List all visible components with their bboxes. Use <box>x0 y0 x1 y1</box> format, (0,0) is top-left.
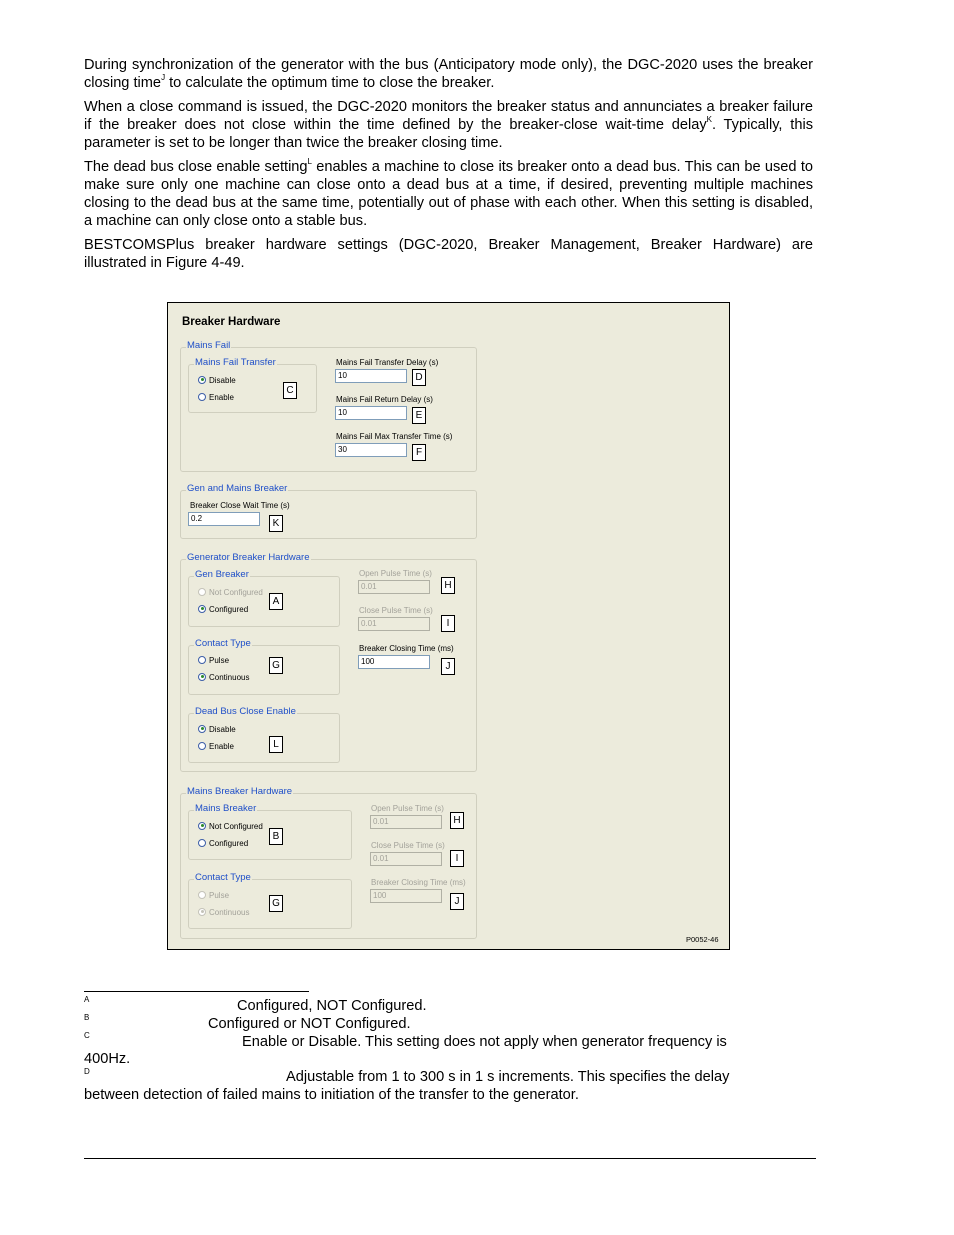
radio-empty-icon <box>198 891 206 899</box>
radio-selected-icon <box>198 822 206 830</box>
radio-label: Enable <box>209 742 234 751</box>
mains-open-pulse-input[interactable]: 0.01 <box>370 815 442 829</box>
paragraph-text: The dead bus close enable setting <box>84 159 308 175</box>
dead-bus-close-label: Dead Bus Close Enable <box>195 706 296 717</box>
paragraph-text: During synchronization of the generator with the bus (Anticipatory mode only), the DGC-2020 uses the breaker closing time <box>84 57 813 91</box>
callout-g-mains: G <box>269 895 283 912</box>
footnote-text-c-cont: 400Hz. <box>84 1051 131 1067</box>
radio-label: Pulse <box>209 891 230 900</box>
footnote-rule <box>84 991 309 992</box>
page-bottom-rule <box>84 1158 816 1159</box>
gen-not-configured-radio[interactable] <box>198 587 263 598</box>
dead-bus-enable-radio[interactable] <box>198 741 234 752</box>
figure-title: Breaker Hardware <box>182 316 281 328</box>
paragraph-breaker-close-wait <box>84 98 813 152</box>
transfer-delay-input[interactable]: 10 <box>335 369 407 383</box>
mains-closing-time-label: Breaker Closing Time (ms) <box>371 878 466 887</box>
radio-label: Configured <box>209 605 249 614</box>
radio-empty-icon <box>198 742 206 750</box>
callout-g: G <box>269 657 283 674</box>
radio-empty-icon <box>198 393 206 401</box>
paragraph-bestcoms-settings: BESTCOMSPlus breaker hardware settings (DGC-2020, Breaker Management, Breaker Hardware) are illustrated in Figure 4-49. <box>84 237 813 271</box>
radio-label: Not Configured <box>209 588 263 597</box>
mains-fail-transfer-enable-radio[interactable] <box>198 392 234 403</box>
footnote-ref: K <box>706 115 712 124</box>
generator-breaker-hardware-label: Generator Breaker Hardware <box>187 552 310 563</box>
gen-open-pulse-label: Open Pulse Time (s) <box>359 569 432 578</box>
mains-close-pulse-input[interactable]: 0.01 <box>370 852 442 866</box>
gen-contact-type-group <box>188 645 340 695</box>
gen-closing-time-input[interactable]: 100 <box>358 655 430 669</box>
breaker-hardware-figure <box>167 302 730 950</box>
dead-bus-close-group <box>188 713 340 763</box>
mains-open-pulse-label: Open Pulse Time (s) <box>371 804 444 813</box>
footnote-ref: L <box>307 157 312 166</box>
breaker-close-wait-input[interactable]: 0.2 <box>188 512 260 526</box>
radio-selected-icon <box>198 605 206 613</box>
gen-breaker-label: Gen Breaker <box>195 569 249 580</box>
callout-e: E <box>412 407 426 424</box>
radio-label: Continuous <box>209 673 250 682</box>
callout-d: D <box>412 369 426 386</box>
transfer-delay-label: Mains Fail Transfer Delay (s) <box>336 358 439 367</box>
radio-label: Configured <box>209 839 249 848</box>
footnote-text-a: Configured, NOT Configured. <box>237 998 427 1014</box>
gen-pulse-radio[interactable] <box>198 655 229 666</box>
radio-empty-icon <box>198 656 206 664</box>
figure-code: P0052-46 <box>686 935 719 944</box>
footnote-letter-d: D <box>84 1067 90 1076</box>
gen-mains-breaker-label: Gen and Mains Breaker <box>187 483 288 494</box>
mains-breaker-hardware-label: Mains Breaker Hardware <box>187 786 293 797</box>
mains-fail-transfer-label: Mains Fail Transfer <box>195 357 276 368</box>
mains-breaker-label: Mains Breaker <box>195 803 257 814</box>
radio-label: Disable <box>209 376 236 385</box>
callout-h: H <box>441 577 455 594</box>
mains-close-pulse-label: Close Pulse Time (s) <box>371 841 445 850</box>
footnote-letter-c: C <box>84 1031 90 1040</box>
radio-label: Continuous <box>209 908 250 917</box>
callout-j-mains: J <box>450 893 464 910</box>
breaker-close-wait-label: Breaker Close Wait Time (s) <box>190 501 290 510</box>
paragraph-text: enables a machine to close its breaker onto a dead bus. This can be used to make sure only one machine can close onto a dead bus at a time, if desired, preventing multiple machines closing to the dead bus at the same time, potentially out of phase with each other. When this setting is disabled, a machine can only close onto a stable bus. <box>84 159 813 229</box>
gen-close-pulse-label: Close Pulse Time (s) <box>359 606 433 615</box>
mains-fail-transfer-disable-radio[interactable] <box>198 375 236 386</box>
return-delay-label: Mains Fail Return Delay (s) <box>336 395 433 404</box>
mains-fail-transfer-group <box>188 364 317 413</box>
radio-label: Pulse <box>209 656 230 665</box>
max-transfer-label: Mains Fail Max Transfer Time (s) <box>336 432 453 441</box>
radio-selected-icon <box>198 908 206 916</box>
radio-selected-icon <box>198 376 206 384</box>
callout-i: I <box>441 615 455 632</box>
callout-f: F <box>412 444 426 461</box>
callout-k: K <box>269 515 283 532</box>
callout-j: J <box>441 658 455 675</box>
footnote-text-c: Enable or Disable. This setting does not apply when generator frequency is <box>242 1034 727 1050</box>
max-transfer-input[interactable]: 30 <box>335 443 407 457</box>
callout-i-mains: I <box>450 850 464 867</box>
return-delay-input[interactable]: 10 <box>335 406 407 420</box>
callout-h-mains: H <box>450 812 464 829</box>
paragraph-text: . Typically, this parameter is set to be longer than twice the breaker closing time. <box>84 117 813 151</box>
mains-closing-time-input[interactable]: 100 <box>370 889 442 903</box>
radio-empty-icon <box>198 839 206 847</box>
radio-label: Enable <box>209 393 234 402</box>
gen-closing-time-label: Breaker Closing Time (ms) <box>359 644 454 653</box>
paragraph-dead-bus-close <box>84 158 813 230</box>
mains-contact-type-label: Contact Type <box>195 872 251 883</box>
paragraph-text: to calculate the optimum time to close the breaker. <box>165 75 495 91</box>
footnote-ref: J <box>161 73 166 82</box>
callout-c: C <box>283 382 297 399</box>
mains-continuous-radio[interactable] <box>198 907 249 918</box>
gen-configured-radio[interactable] <box>198 604 248 615</box>
callout-l: L <box>269 736 283 753</box>
callout-b: B <box>269 828 283 845</box>
gen-close-pulse-input[interactable]: 0.01 <box>358 617 430 631</box>
mains-configured-radio[interactable] <box>198 838 248 849</box>
radio-label: Not Configured <box>209 822 263 831</box>
paragraph-text: When a close command is issued, the DGC-2020 monitors the breaker status and annunciates a breaker failure if the breaker does not close within the time defined by the breaker-close wait-time delay <box>84 99 813 133</box>
gen-breaker-group <box>188 576 340 627</box>
dead-bus-disable-radio[interactable] <box>198 724 236 735</box>
footnote-text-d: Adjustable from 1 to 300 s in 1 s increments. This specifies the delay <box>286 1069 730 1085</box>
footnote-text-d-cont: between detection of failed mains to initiation of the transfer to the generator. <box>84 1087 579 1103</box>
gen-continuous-radio[interactable] <box>198 672 249 683</box>
radio-selected-icon <box>198 673 206 681</box>
footnote-text-b: Configured or NOT Configured. <box>208 1016 411 1032</box>
mains-pulse-radio[interactable] <box>198 890 229 901</box>
mains-not-configured-radio[interactable] <box>198 821 263 832</box>
footnote-letter-a: A <box>84 995 90 1004</box>
gen-contact-type-label: Contact Type <box>195 638 251 649</box>
footnote-letter-b: B <box>84 1013 90 1022</box>
gen-open-pulse-input[interactable]: 0.01 <box>358 580 430 594</box>
callout-a: A <box>269 593 283 610</box>
radio-label: Disable <box>209 725 236 734</box>
radio-empty-icon <box>198 588 206 596</box>
radio-selected-icon <box>198 725 206 733</box>
paragraph-breaker-closing-time <box>84 56 813 92</box>
mains-fail-label: Mains Fail <box>187 340 231 351</box>
